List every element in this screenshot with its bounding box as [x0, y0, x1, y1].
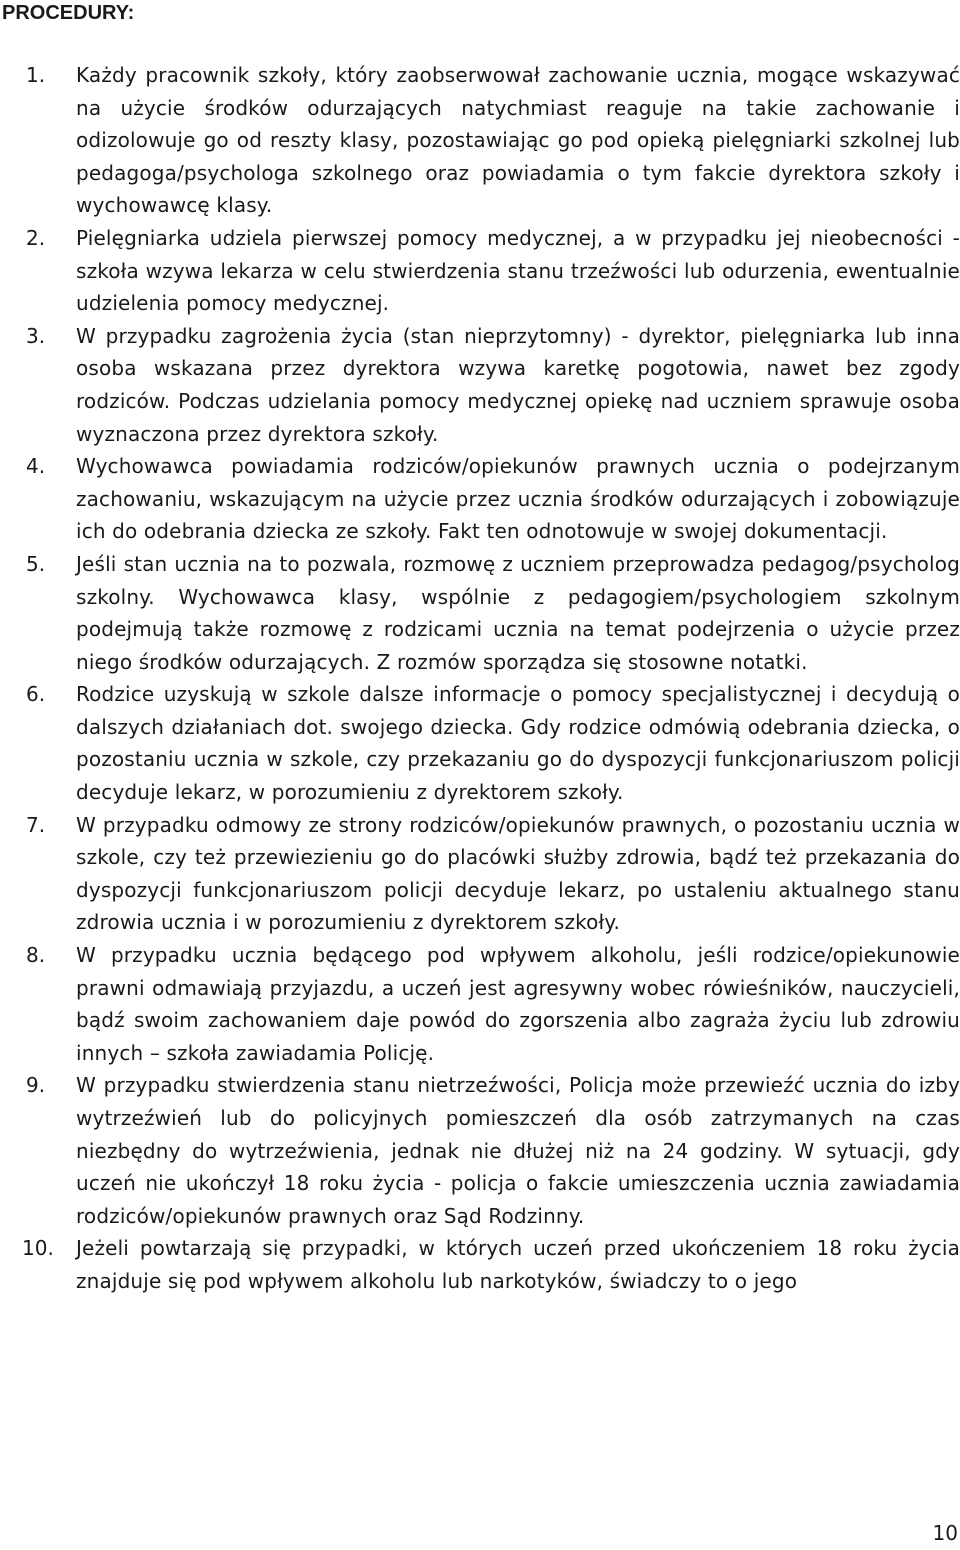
item-number: 7. [26, 812, 46, 837]
item-text: Rodzice uzyskują w szkole dalsze informacje o pomocy specjalistycznej i decydują o dalszych działaniach dot. swojego dziecka. Gdy rodzice odmówią odebrania dziecka, o pozostaniu ucznia w szkole, czy przekazaniu go do dyspozycji funkcjonariuszom policji decyduje lekarz, w porozumieniu z dyrektorem szkoły. [76, 682, 960, 805]
page-number: 10 [932, 1521, 958, 1545]
item-number: 10. [22, 1236, 54, 1261]
item-number: 3. [26, 323, 46, 348]
item-text: Jeśli stan ucznia na to pozwala, rozmowę z uczniem przeprowadza pedagog/psycholog szkolny. Wychowawca klasy, wspólnie z pedagogiem/psychologiem szkolnym podejmują także rozmowę z rodzicami ucznia na temat podejrzenia o użycie przez niego środków odurzających. Z rozmów sporządza się stosowne notatki. [76, 551, 960, 674]
procedure-item-4 [0, 450, 960, 548]
item-text: W przypadku zagrożenia życia (stan nieprzytomny) - dyrektor, pielęgniarka lub inna osoba wskazana przez dyrektora wzywa karetkę pogotowia, nawet bez zgody rodziców. Podczas udzielania pomocy medycznej opiekę nad uczniem sprawuje osoba wyznaczona przez dyrektora szkoły. [76, 323, 960, 446]
procedure-item-2 [0, 222, 960, 320]
procedure-item-1 [0, 59, 960, 222]
item-text: W przypadku odmowy ze strony rodziców/opiekunów prawnych, o pozostaniu ucznia w szkole, czy też przewiezieniu go do placówki służby zdrowia, bądź też przekazania do dyspozycji funkcjonariuszom policji decyduje lekarz, po ustaleniu aktualnego stanu zdrowia ucznia i w porozumieniu z dyrektorem szkoły. [76, 812, 960, 935]
item-text: Pielęgniarka udziela pierwszej pomocy medycznej, a w przypadku jej nieobecności - szkoła wzywa lekarza w celu stwierdzenia stanu trzeźwości lub odurzenia, ewentualnie udzielenia pomocy medycznej. [76, 225, 960, 316]
item-text: W przypadku ucznia będącego pod wpływem alkoholu, jeśli rodzice/opiekunowie prawni odmawiają przyjazdu, a uczeń jest agresywny wobec rówieśników, nauczycieli, bądź swoim zachowaniem daje powód do zgorszenia albo zagraża życiu lub zdrowiu innych – szkoła zawiadamia Policję. [76, 943, 960, 1065]
item-number: 6. [26, 682, 46, 707]
procedure-item-5 [0, 548, 960, 678]
item-number: 8. [26, 943, 46, 968]
procedure-item-10 [0, 1232, 960, 1297]
item-text: Jeżeli powtarzają się przypadki, w których uczeń przed ukończeniem 18 roku życia znajduje się pod wpływem alkoholu lub narkotyków, świadczy to o jego [76, 1236, 960, 1293]
item-number: 4. [26, 454, 46, 479]
procedure-item-8 [0, 939, 960, 1069]
procedure-item-3 [0, 320, 960, 450]
item-number: 2. [26, 225, 46, 250]
procedure-item-7 [0, 809, 960, 939]
section-heading: PROCEDURY: [2, 2, 135, 24]
item-number: 9. [26, 1073, 46, 1098]
procedure-list [0, 59, 960, 1298]
item-number: 5. [26, 551, 46, 576]
item-number: 1. [26, 63, 46, 87]
item-text: Wychowawca powiadamia rodziców/opiekunów prawnych ucznia o podejrzanym zachowaniu, wskazującym na użycie przez ucznia środków odurzających i zobowiązuje ich do odebrania dziecka ze szkoły. Fakt ten odnotowuje w swojej dokumentacji. [76, 454, 960, 544]
item-text: Każdy pracownik szkoły, który zaobserwował zachowanie ucznia, mogące wskazywać na użycie środków odurzających natychmiast reaguje na takie zachowanie i odizolowuje go od reszty klasy, pozostawiając go pod opieką pielęgniarki szkolnej lub pedagoga/psychologa szkolnego oraz powiadamia o tym fakcie dyrektora szkoły i wychowawcę klasy. [76, 63, 960, 218]
item-text: W przypadku stwierdzenia stanu nietrzeźwości, Policja może przewieźć ucznia do izby wytrzeźwień lub do policyjnych pomieszczeń dla osób zatrzymanych na czas niezbędny do wytrzeźwienia, jednak nie dłużej niż na 24 godziny. W sytuacji, gdy uczeń nie ukończył 18 roku życia - policja o fakcie umieszczenia ucznia zawiadamia rodziców/opiekunów prawnych oraz Sąd Rodzinny. [76, 1073, 960, 1228]
procedure-item-6 [0, 678, 960, 808]
procedure-item-9 [0, 1069, 960, 1232]
